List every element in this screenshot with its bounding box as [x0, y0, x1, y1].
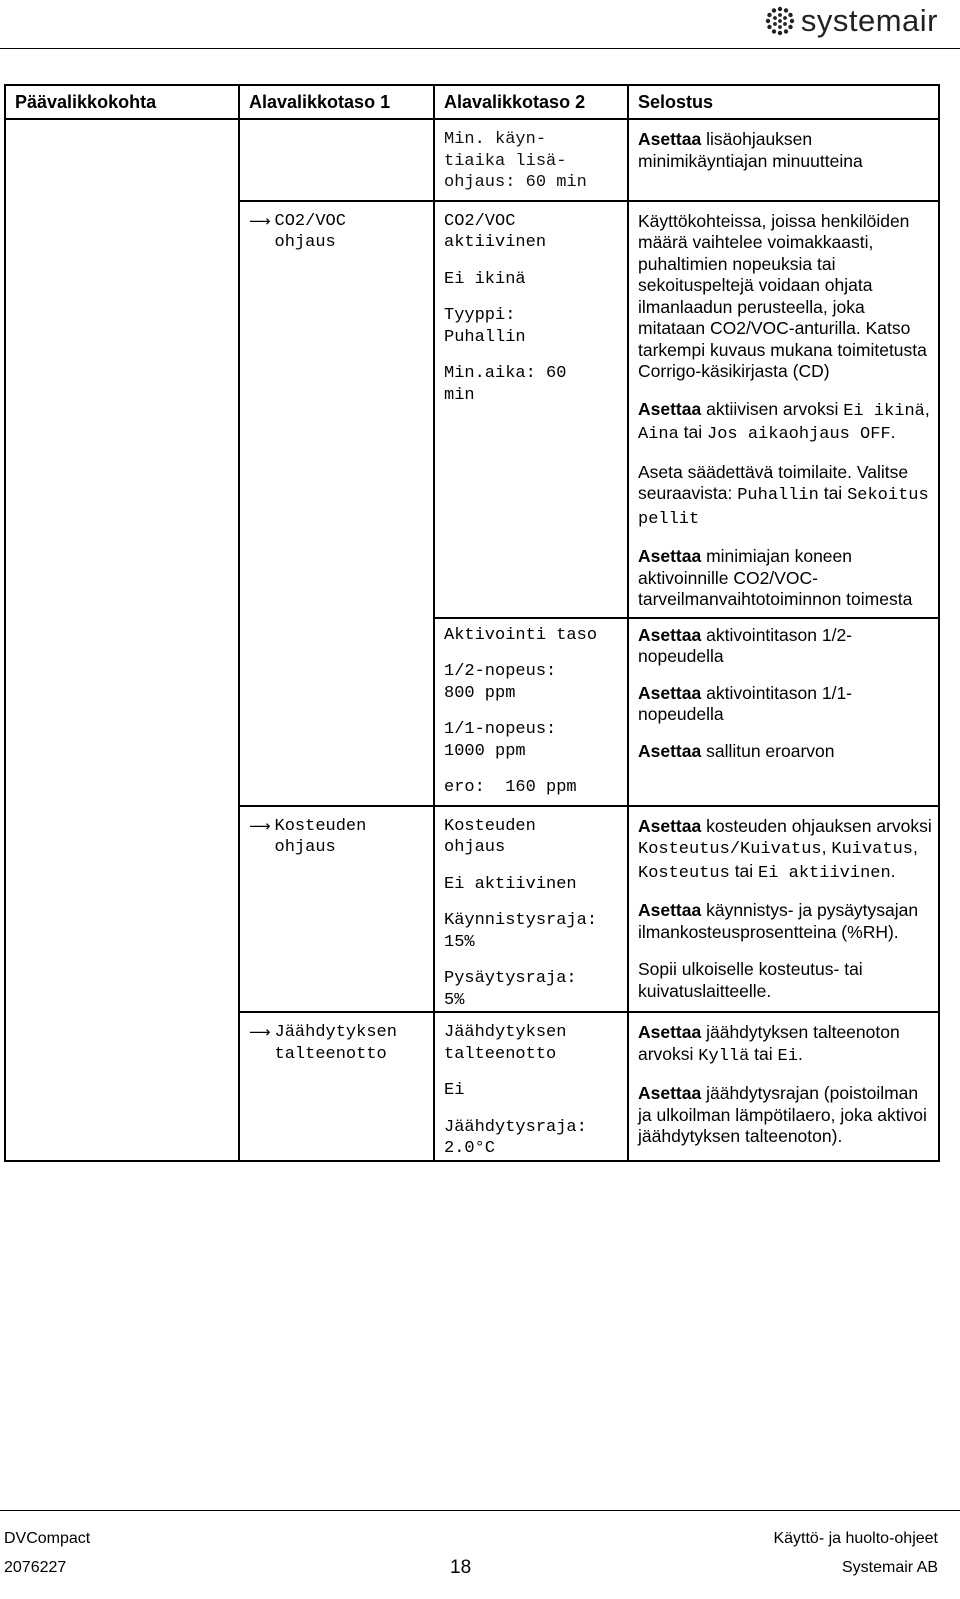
humidity-control-item: Kosteuden ohjaus	[444, 816, 536, 857]
footer-divider	[0, 1510, 960, 1511]
desc-keyword: Asettaa	[638, 546, 702, 566]
cooling-recovery-entry	[249, 1022, 427, 1065]
header-main-menu: Päävalikkokohta	[5, 85, 239, 119]
arrow-right-icon: ⟶	[249, 1023, 271, 1041]
desc-text: Aseta säädettävä toimilaite. Valitse seuraavista:	[638, 461, 909, 503]
humidity-limits-description	[638, 900, 932, 943]
full-speed-description	[638, 683, 932, 726]
desc-text: aktiivisen arvoksi	[701, 398, 844, 419]
brand-logo	[765, 2, 938, 40]
desc-text: aktivointitason 1/2-nopeudella	[638, 624, 853, 666]
description-cell	[628, 1012, 939, 1161]
description-cell	[628, 806, 939, 1013]
arrow-right-icon: ⟶	[249, 211, 271, 230]
co2-voc-entry	[249, 211, 427, 254]
desc-end: .	[797, 1043, 803, 1064]
cooling-recovery-label: Jäähdytyksen talteenotto	[274, 1023, 397, 1064]
submenu-1-cell	[239, 119, 434, 201]
desc-row1	[638, 129, 863, 171]
brand-name: systemair	[800, 3, 938, 38]
option-no: Ei	[777, 1046, 798, 1066]
activation-level-item: Aktivointi taso	[444, 625, 598, 645]
cooling-limit-item: Jäähdytysraja: 2.0°C	[444, 1117, 587, 1158]
co2-voc-never-value: Ei ikinä	[444, 269, 526, 289]
humidity-label: Kosteuden ohjaus	[274, 816, 367, 857]
description-cell	[628, 201, 939, 618]
co2-voc-label: CO2/VOC ohjaus	[274, 211, 346, 252]
desc-keyword: Asettaa	[638, 1022, 702, 1042]
footer-doc-number: 2076227	[4, 1559, 67, 1576]
desc-keyword: Asettaa	[638, 740, 702, 761]
co2-voc-active-item: CO2/VOC aktiivinen	[444, 211, 547, 252]
description-cell	[628, 618, 939, 806]
submenu-2-cell	[434, 201, 628, 618]
co2-voc-active-description	[638, 399, 932, 446]
page-number: 18	[450, 1557, 472, 1578]
min-runtime-item: Min. käyn- tiaika lisä- ohjaus: 60 min	[444, 130, 587, 192]
desc-end: .	[890, 860, 896, 881]
desc-separator: ,	[924, 398, 930, 419]
arrow-right-icon: ⟶	[249, 816, 271, 835]
desc-keyword: Asettaa	[638, 682, 702, 703]
option-timer-off: Jos aikaohjaus OFF	[707, 425, 891, 444]
desc-keyword: Asettaa	[638, 624, 702, 645]
half-speed-description	[638, 625, 932, 668]
cooling-recovery-description	[638, 1022, 932, 1067]
option-humidify: Kosteutus	[638, 863, 730, 883]
submenu-1-cell	[239, 201, 434, 806]
humidity-inactive-value: Ei aktiivinen	[444, 874, 577, 894]
desc-text: lisäohjauksen minimikäyntiajan minuutteina	[638, 129, 863, 171]
submenu-2-cell	[434, 1012, 628, 1161]
footer-doc-title: Käyttö- ja huolto-ohjeet	[773, 1530, 938, 1547]
option-dehumidify: Kuivatus	[831, 840, 913, 859]
desc-keyword: Asettaa	[638, 398, 702, 419]
co2-voc-min-time-description	[638, 546, 932, 611]
desc-separator: ,	[821, 837, 832, 857]
cooling-recovery-item: Jäähdytyksen talteenotto	[444, 1023, 567, 1064]
humidity-mode-description	[638, 816, 932, 885]
desc-text: jäähdytyksen talteenoton arvoksi	[638, 1022, 900, 1064]
submenu-2-cell	[434, 618, 628, 806]
desc-keyword: Asettaa	[638, 1083, 702, 1103]
table-header-row	[5, 85, 939, 119]
desc-separator: ,	[913, 837, 918, 857]
desc-end: .	[890, 422, 896, 442]
desc-text: käynnistys- ja pysäytysajan ilmankosteusprosentteina (%RH).	[638, 900, 919, 942]
full-speed-level-item: 1/1-nopeus: 1000 ppm	[444, 720, 557, 761]
difference-item: ero: 160 ppm	[444, 778, 577, 797]
header-submenu-1: Alavalikkotaso 1	[239, 85, 434, 119]
desc-text: kosteuden ohjauksen arvoksi	[701, 815, 932, 836]
option-damper: Sekoitus pellit	[638, 486, 929, 529]
desc-keyword: Asettaa	[638, 815, 702, 836]
option-fan: Puhallin	[737, 486, 819, 505]
co2-voc-type-item: Tyyppi: Puhallin	[444, 306, 526, 347]
submenu-2-cell	[434, 119, 628, 201]
humidity-stop-limit-item: Pysäytysraja: 5%	[444, 969, 577, 1010]
humidity-entry	[249, 816, 427, 859]
option-humidify-dehumidify: Kosteutus/Kuivatus	[638, 840, 822, 859]
description-cell	[628, 119, 939, 201]
half-speed-level-item: 1/2-nopeus: 800 ppm	[444, 662, 557, 703]
menu-table	[4, 84, 940, 1162]
header-submenu-2: Alavalikkotaso 2	[434, 85, 628, 119]
difference-description	[638, 741, 932, 763]
desc-text: tai	[749, 1043, 778, 1064]
desc-text: aktivointitason 1/1-nopeudella	[638, 682, 853, 724]
option-never: Ei ikinä	[843, 401, 925, 421]
desc-text: jäähdytysrajan (poistoilman ja ulkoilman lämpötilaero, joka aktivoi jäähdytyksen talteenoton).	[638, 1083, 927, 1146]
desc-text: minimiajan koneen aktivoinnille CO2/VOC-tarveilmanvaihtotoiminnon toimesta	[638, 546, 913, 609]
co2-voc-min-time-item: Min.aika: 60 min	[444, 364, 567, 405]
humidity-start-limit-item: Käynnistysraja: 15%	[444, 911, 598, 952]
co2-voc-description: Käyttökohteissa, joissa henkilöiden määrä vaihtelee voimakkaasti, puhaltimien nopeuksia tai sekoituspeltejä voidaan ohjata ilmanlaadun perusteella, joka mitataan CO2/VOC-anturilla. Katso tarkempi kuvaus mukana toimitetusta Corrigo-käsikirjasta (CD)	[638, 210, 927, 381]
submenu-1-cell	[239, 1012, 434, 1161]
co2-voc-type-description	[638, 462, 932, 531]
main-menu-cell	[5, 119, 239, 1161]
cooling-recovery-no-value: Ei	[444, 1081, 465, 1100]
logo-mark-icon	[765, 6, 795, 36]
desc-text: sallitun eroarvon	[701, 740, 835, 761]
footer-company: Systemair AB	[841, 1559, 938, 1576]
table-row	[5, 119, 939, 201]
humidity-usage-note: Sopii ulkoiselle kosteutus- tai kuivatuslaitteelle.	[638, 959, 863, 1001]
header-description: Selostus	[628, 85, 939, 119]
option-always: Aina	[638, 425, 679, 444]
desc-text: tai	[678, 422, 708, 442]
option-inactive: Ei aktiivinen	[758, 863, 891, 883]
desc-text: tai	[818, 483, 848, 503]
desc-keyword: Asettaa	[638, 129, 702, 149]
desc-text: tai	[729, 860, 759, 881]
footer-product: DVCompact	[4, 1530, 91, 1547]
header-divider	[0, 48, 960, 49]
option-yes: Kyllä	[698, 1046, 750, 1066]
cooling-limit-description	[638, 1083, 932, 1148]
desc-keyword: Asettaa	[638, 900, 702, 920]
submenu-2-cell	[434, 806, 628, 1013]
submenu-1-cell	[239, 806, 434, 1013]
